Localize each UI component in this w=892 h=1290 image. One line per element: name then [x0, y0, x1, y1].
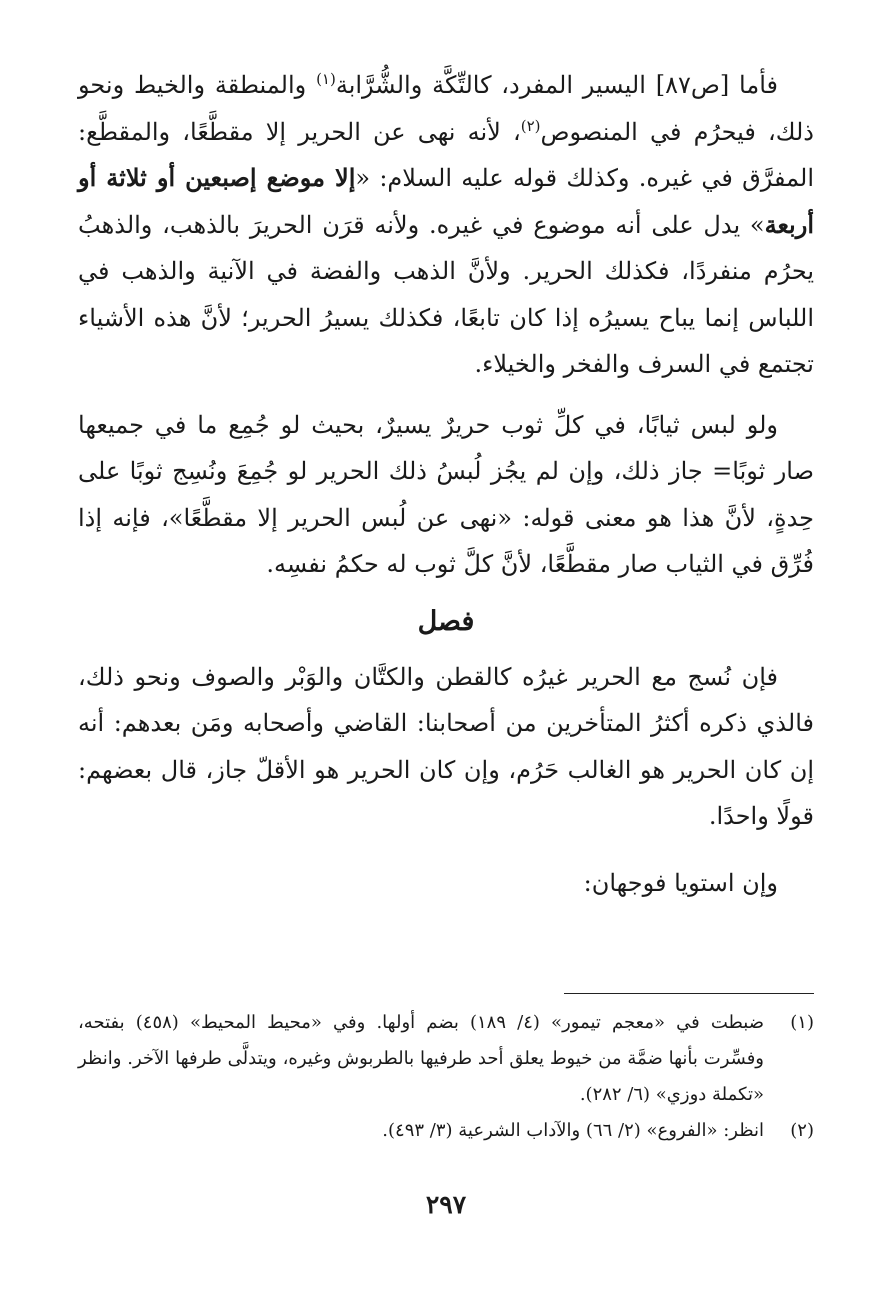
hadith-quote-bold: إلا موضع إصبعين أو ثلاثة أو أربعة [78, 163, 814, 239]
paragraph-1 [78, 62, 814, 388]
paragraph-1-text-d: » يدل على أنه موضوع في غيره. ولأنه قرَن الحريرَ بالذهب، والذهبُ يحرُم منفردًا، فكذلك الحرير. ولأنَّ الذهب والفضة في الآنية والذهب في اللباس إنما يباح يسيرُه إذا كان تابعًا، فكذلك يسيرُ الحرير؛ لأنَّ هذه الأشياء تجتمع في السرف والفخر والخيلاء. [78, 210, 814, 378]
paragraph-3: فإن نُسج مع الحرير غيرُه كالقطن والكتَّان والوَبْر والصوف ونحو ذلك، فالذي ذكره أكثرُ المتأخرين من أصحابنا: القاضي وأصحابه ومَن بعدهم: أنه إن كان الحرير هو الغالب حَرُم، وإن كان الحرير هو الأقلّ جاز، قال بعضهم: قولًا واحدًا. [78, 662, 815, 830]
section-heading: فصل [417, 605, 475, 637]
footnote-2 [78, 1113, 814, 1149]
page-body [78, 62, 814, 906]
footnote-ref-1: (١) [316, 70, 336, 88]
paragraph-1-text-b: والمنطقة والخيط ونحو ذلك، فيحرُم في المنصوص [78, 71, 814, 146]
paragraph-4: وإن استويا فوجهان: [583, 868, 778, 897]
footnotes [78, 1005, 814, 1149]
footnote-ref-2: (٢) [520, 116, 541, 135]
footnote-2-text: انظر: «الفروع» (٢/ ٦٦) والآداب الشرعية (٣/ ٤٩٣). [382, 1120, 764, 1141]
paragraph-1-text-a: فأما [ص٨٧] اليسير المفرد، كالتِّكَّة والشُّرَّابة [335, 71, 778, 99]
footnote-1 [78, 1005, 814, 1113]
footnote-2-number: (٢) [790, 1120, 814, 1141]
footnote-1-number: (١) [790, 1012, 814, 1033]
paragraph-1-text-c: ، لأنه نهى عن الحرير إلا مقطَّعًا، والمقطَّع: المفرَّق في غيره. وكذلك قوله عليه السلام: « [78, 117, 814, 192]
paragraph-2: ولو لبس ثيابًا، في كلِّ ثوب حريرٌ يسيرٌ، بحيث لو جُمِع ما في جميعها صار ثوبًا= جاز ذلك، وإن لم يجُز لُبسُ ذلك الحرير لو جُمِعَ ونُسِج ثوبًا على حِدةٍ، لأنَّ هذا هو معنى قوله: «نهى عن لُبس الحرير إلا مقطَّعًا»، فإنه إذا فُرِّق في الثياب صار مقطَّعًا، لأنَّ كلَّ ثوب له حكمُ نفسِه. [78, 410, 814, 578]
page-number: ٢٩٧ [425, 1190, 467, 1219]
footnote-1-text: ضبطت في «معجم تيمور» (٤/ ١٨٩) بضم أولها. وفي «محيط المحيط» (٤٥٨) بفتحه، وفسِّرت بأنها ضمَّة من خيوط يعلق أحد طرفيها بالطربوش وغيره، ويتدلَّى طرفها الآخر. وانظر «تكملة دوزي» (٦/ ٢٨٢). [78, 1012, 764, 1105]
footnote-divider [564, 993, 814, 994]
